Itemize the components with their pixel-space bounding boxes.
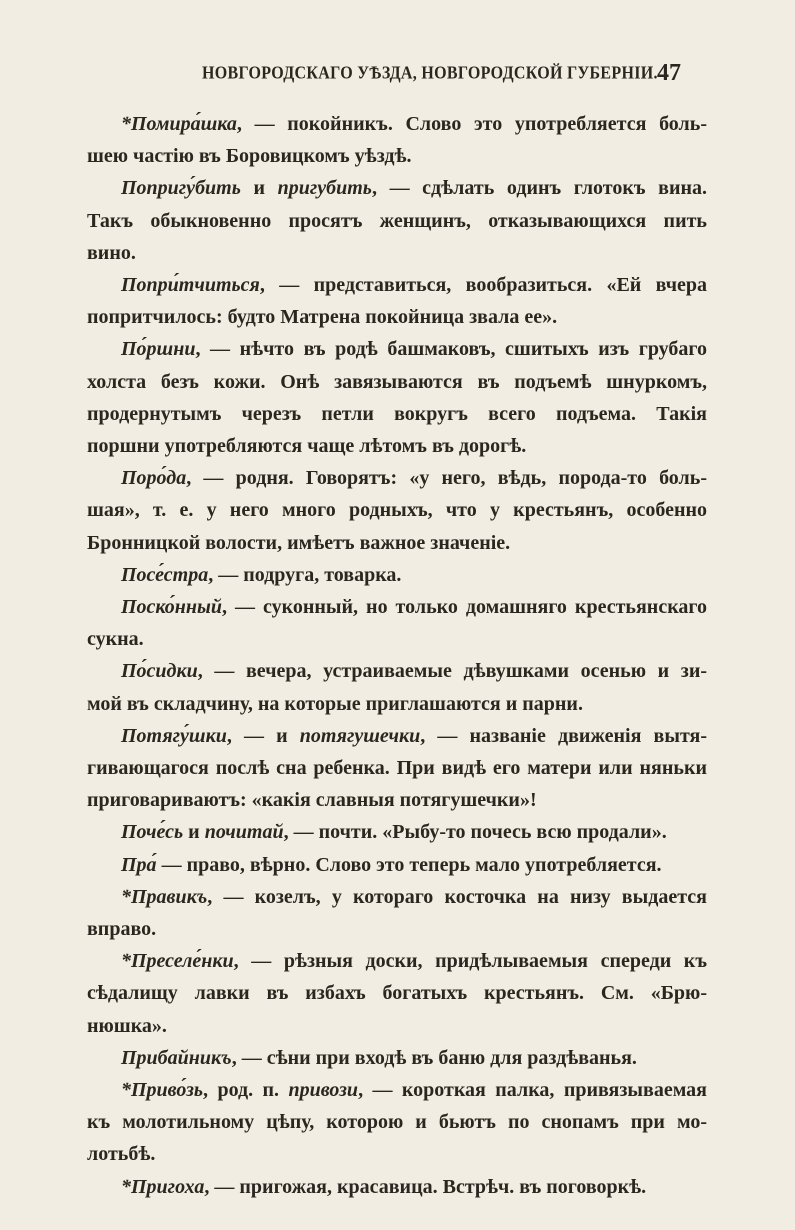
entry-text: гивающагося послѣ сна ребенка. При видѣ его матери или няньки <box>87 757 707 779</box>
entry-text: , — представиться, вообразиться. «Ей вчера <box>259 274 707 296</box>
entry-first-line <box>121 883 707 911</box>
entry-text: вино. <box>87 241 136 264</box>
entry-text: шая», т. е. у него много родныхъ, что у крестьянъ, особенно <box>87 499 707 522</box>
entry-continuation-line <box>87 303 557 331</box>
entry-first-line <box>121 722 707 750</box>
entry-continuation-line <box>87 239 136 267</box>
entry-text: Такъ обыкновенно просятъ женщинъ, отказывающихся пить <box>87 209 707 232</box>
entry-continuation-line <box>87 432 526 460</box>
running-head: НОВГОРОДСКАГО УѢЗДА, НОВГОРОДСКОЙ ГУБЕРНІИ. <box>202 64 658 83</box>
entry-first-line <box>121 1044 637 1072</box>
headword: Посе́стра <box>121 563 209 586</box>
entry-first-line <box>121 1173 646 1201</box>
entry-first-line <box>121 271 707 299</box>
entry-continuation-line <box>87 400 707 428</box>
entry-continuation-line <box>87 142 411 170</box>
entry-text: сукна. <box>87 628 144 651</box>
entry-text: попритчилось: будто Матрена покойница звала ее». <box>87 306 558 329</box>
entry-first-line <box>121 174 707 202</box>
page-number: 47 <box>657 60 681 86</box>
headword: Потягу́шки <box>121 724 227 747</box>
entry-text: мой въ складчину, на которые приглашаются и парни. <box>87 692 583 715</box>
entry-text: холста безъ кожи. Онѣ завязываются въ подъемѣ шнуркомъ, <box>87 370 707 393</box>
entry-continuation-line <box>87 207 707 235</box>
entry-continuation-line <box>87 368 707 396</box>
entry-first-line <box>121 657 707 685</box>
entry-first-line <box>121 110 707 138</box>
headword: Попригу́бить <box>121 177 241 200</box>
entry-text: , — рѣзныя доски, придѣлываемыя спереди къ <box>233 950 707 973</box>
headword: Поско́нный <box>121 596 223 618</box>
entry-first-line <box>121 464 707 492</box>
entry-text: , — козелъ, у котораго косточка на низу выдается <box>207 885 707 908</box>
entry-text: шею частію въ Боровицкомъ уѣздѣ. <box>87 145 412 168</box>
entry-text: Бронницкой волости, имѣетъ важное значеніе. <box>87 531 511 554</box>
entry-continuation-line <box>87 529 510 557</box>
entry-text: , — названіе движенія вытя- <box>420 724 708 747</box>
headword: *Пригоха <box>121 1175 205 1198</box>
headword: пригубить <box>277 177 372 200</box>
entry-text: лотьбѣ. <box>87 1143 156 1166</box>
entry-first-line <box>121 818 667 846</box>
entry-continuation-line <box>87 625 144 653</box>
entry-text: и <box>240 177 278 200</box>
entry-text: , — и <box>226 724 300 747</box>
headword: привози <box>288 1079 359 1101</box>
entry-text: , — пригожая, красавица. Встрѣч. въ поговоркѣ. <box>204 1175 647 1198</box>
entry-first-line <box>121 947 707 975</box>
entry-text: — право, вѣрно. Слово это теперь мало употребляется. <box>156 853 662 876</box>
entry-text: къ молотильному цѣпу, которою и бьютъ по снопамъ при мо- <box>87 1111 707 1134</box>
entry-text: , — суконный, но только домашняго крестьянскаго <box>222 596 707 618</box>
entry-continuation-line <box>87 915 156 943</box>
entry-text: , — сдѣлать одинъ глотокъ вина. <box>371 177 707 200</box>
entry-text: сѣдалищу лавки въ избахъ богатыхъ крестьянъ. См. «Брю- <box>87 982 707 1005</box>
entry-continuation-line <box>87 1012 167 1040</box>
headword: *Помира́шка <box>121 113 237 135</box>
entry-continuation-line <box>87 1140 155 1168</box>
entry-continuation-line <box>87 754 707 782</box>
entry-text: , — подруга, товарка. <box>208 563 402 586</box>
entry-text: , — почти. «Рыбу-то почесь всю продали». <box>283 821 667 844</box>
entry-continuation-line <box>87 786 537 814</box>
entry-text: нюшка». <box>87 1014 167 1037</box>
headword: Пра́ <box>121 853 157 876</box>
entry-text: и <box>183 821 205 844</box>
headword: Попри́тчиться <box>121 274 260 296</box>
entry-text: продернутымъ черезъ петли вокругъ всего подъема. Такія <box>87 402 707 425</box>
entry-text: , — вечера, устраиваемые дѣвушками осенью и зи- <box>197 660 707 683</box>
entry-continuation-line <box>87 690 583 718</box>
entry-text: приговариваютъ: «какія славныя потягушечки»! <box>87 789 537 812</box>
entry-first-line <box>121 561 401 589</box>
entry-first-line <box>121 335 707 363</box>
headword: Поро́да <box>121 467 187 490</box>
headword: *Приво́зь <box>121 1079 204 1101</box>
headword: почитай <box>204 821 284 844</box>
entry-text: поршни употребляются чаще лѣтомъ въ дорогѣ. <box>87 435 527 457</box>
headword: Поче́сь <box>121 821 184 844</box>
entry-continuation-line <box>87 496 707 524</box>
entry-first-line <box>121 593 707 621</box>
entry-first-line <box>121 851 662 879</box>
entry-text: , — сѣни при входѣ въ баню для раздѣванья. <box>231 1046 637 1069</box>
headword: По́сидки <box>121 660 198 683</box>
entry-continuation-line <box>87 1108 707 1136</box>
entry-text: , — нѣчто въ родѣ башмаковъ, сшитыхъ изъ грубаго <box>195 338 707 361</box>
entry-text: , род. п. <box>203 1079 289 1101</box>
headword: *Правикъ <box>121 885 208 908</box>
entry-text: , — покойникъ. Слово это употребляется боль- <box>236 113 707 135</box>
entry-continuation-line <box>87 979 707 1007</box>
entry-text: вправо. <box>87 918 157 940</box>
entry-text: , — короткая палка, привязываемая <box>358 1079 708 1101</box>
page-header <box>0 0 795 110</box>
entry-text: , — родня. Говорятъ: «у него, вѣдь, порода-то боль- <box>186 467 707 490</box>
headword: *Преселе́нки <box>121 950 234 973</box>
headword: Прибайникъ <box>121 1046 232 1069</box>
entry-first-line <box>121 1076 707 1104</box>
headword: По́ршни <box>121 338 196 361</box>
headword: потягушечки <box>299 724 421 747</box>
